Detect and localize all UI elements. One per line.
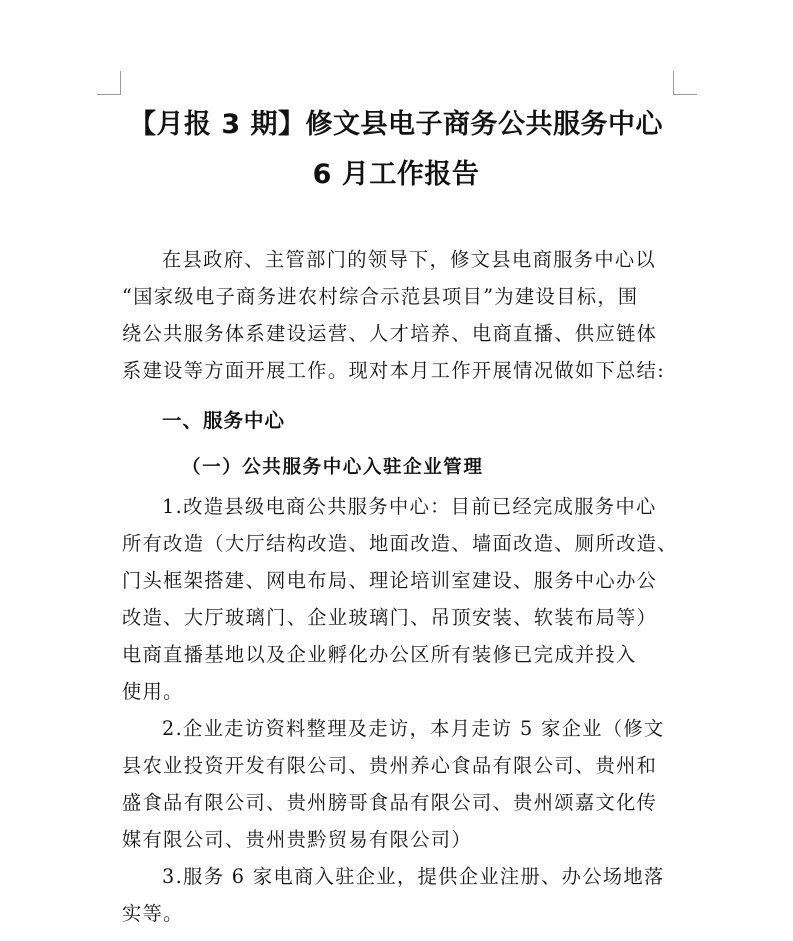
item-1-line: 电商直播基地以及企业孵化办公区所有装修已完成并投入 — [122, 643, 637, 666]
item-1-line: 所有改造（大厅结构改造、地面改造、墙面改造、厕所改造、 — [122, 532, 678, 555]
item-1-line: 改造、大厅玻璃门、企业玻璃门、吊顶安装、软装布局等） — [122, 606, 658, 629]
crop-mark-top-right — [673, 71, 674, 95]
document-title-line-2: 6 月工作报告 — [312, 159, 480, 190]
item-2-line: 县农业投资开发有限公司、贵州养心食品有限公司、贵州和 — [122, 754, 658, 777]
section-heading: 一、服务中心 — [162, 409, 286, 432]
intro-line: 系建设等方面开展工作。现对本月工作开展情况做如下总结: — [122, 359, 666, 382]
document-title-line-1: 【月报 3 期】修文县电子商务公共服务中心 — [128, 109, 664, 140]
item-1-paragraph — [122, 488, 682, 710]
item-1-line: 使用。 — [122, 680, 184, 703]
intro-paragraph — [122, 241, 682, 389]
item-2-line: 盛食品有限公司、贵州膀哥食品有限公司、贵州颂嘉文化传 — [122, 791, 658, 814]
intro-line: 在县政府、主管部门的领导下，修文县电商服务中心以 — [162, 248, 657, 271]
intro-line: “国家级电子商务进农村综合示范县项目”为建设目标，围 — [122, 285, 639, 308]
item-2-line: 媒有限公司、贵州贵黔贸易有限公司） — [122, 828, 472, 851]
crop-mark-top-left — [120, 71, 121, 95]
intro-line: 绕公共服务体系建设运营、人才培养、电商直播、供应链体 — [122, 322, 658, 345]
crop-mark-top-right — [673, 94, 697, 95]
item-3-line: 实等。 — [122, 902, 184, 925]
crop-mark-top-left — [97, 94, 121, 95]
item-3-line: 3.服务 6 家电商入驻企业，提供企业注册、办公场地落 — [162, 865, 665, 888]
item-1-line: 1.改造县级电商公共服务中心：目前已经完成服务中心 — [162, 495, 657, 518]
subsection-heading: （一）公共服务中心入驻企业管理 — [182, 457, 484, 478]
item-3-paragraph — [122, 858, 682, 932]
item-2-paragraph — [122, 710, 682, 858]
item-1-line: 门头框架搭建、网电布局、理论培训室建设、服务中心办公 — [122, 569, 658, 592]
item-2-line: 2.企业走访资料整理及走访，本月走访 5 家企业（修文 — [162, 717, 665, 740]
